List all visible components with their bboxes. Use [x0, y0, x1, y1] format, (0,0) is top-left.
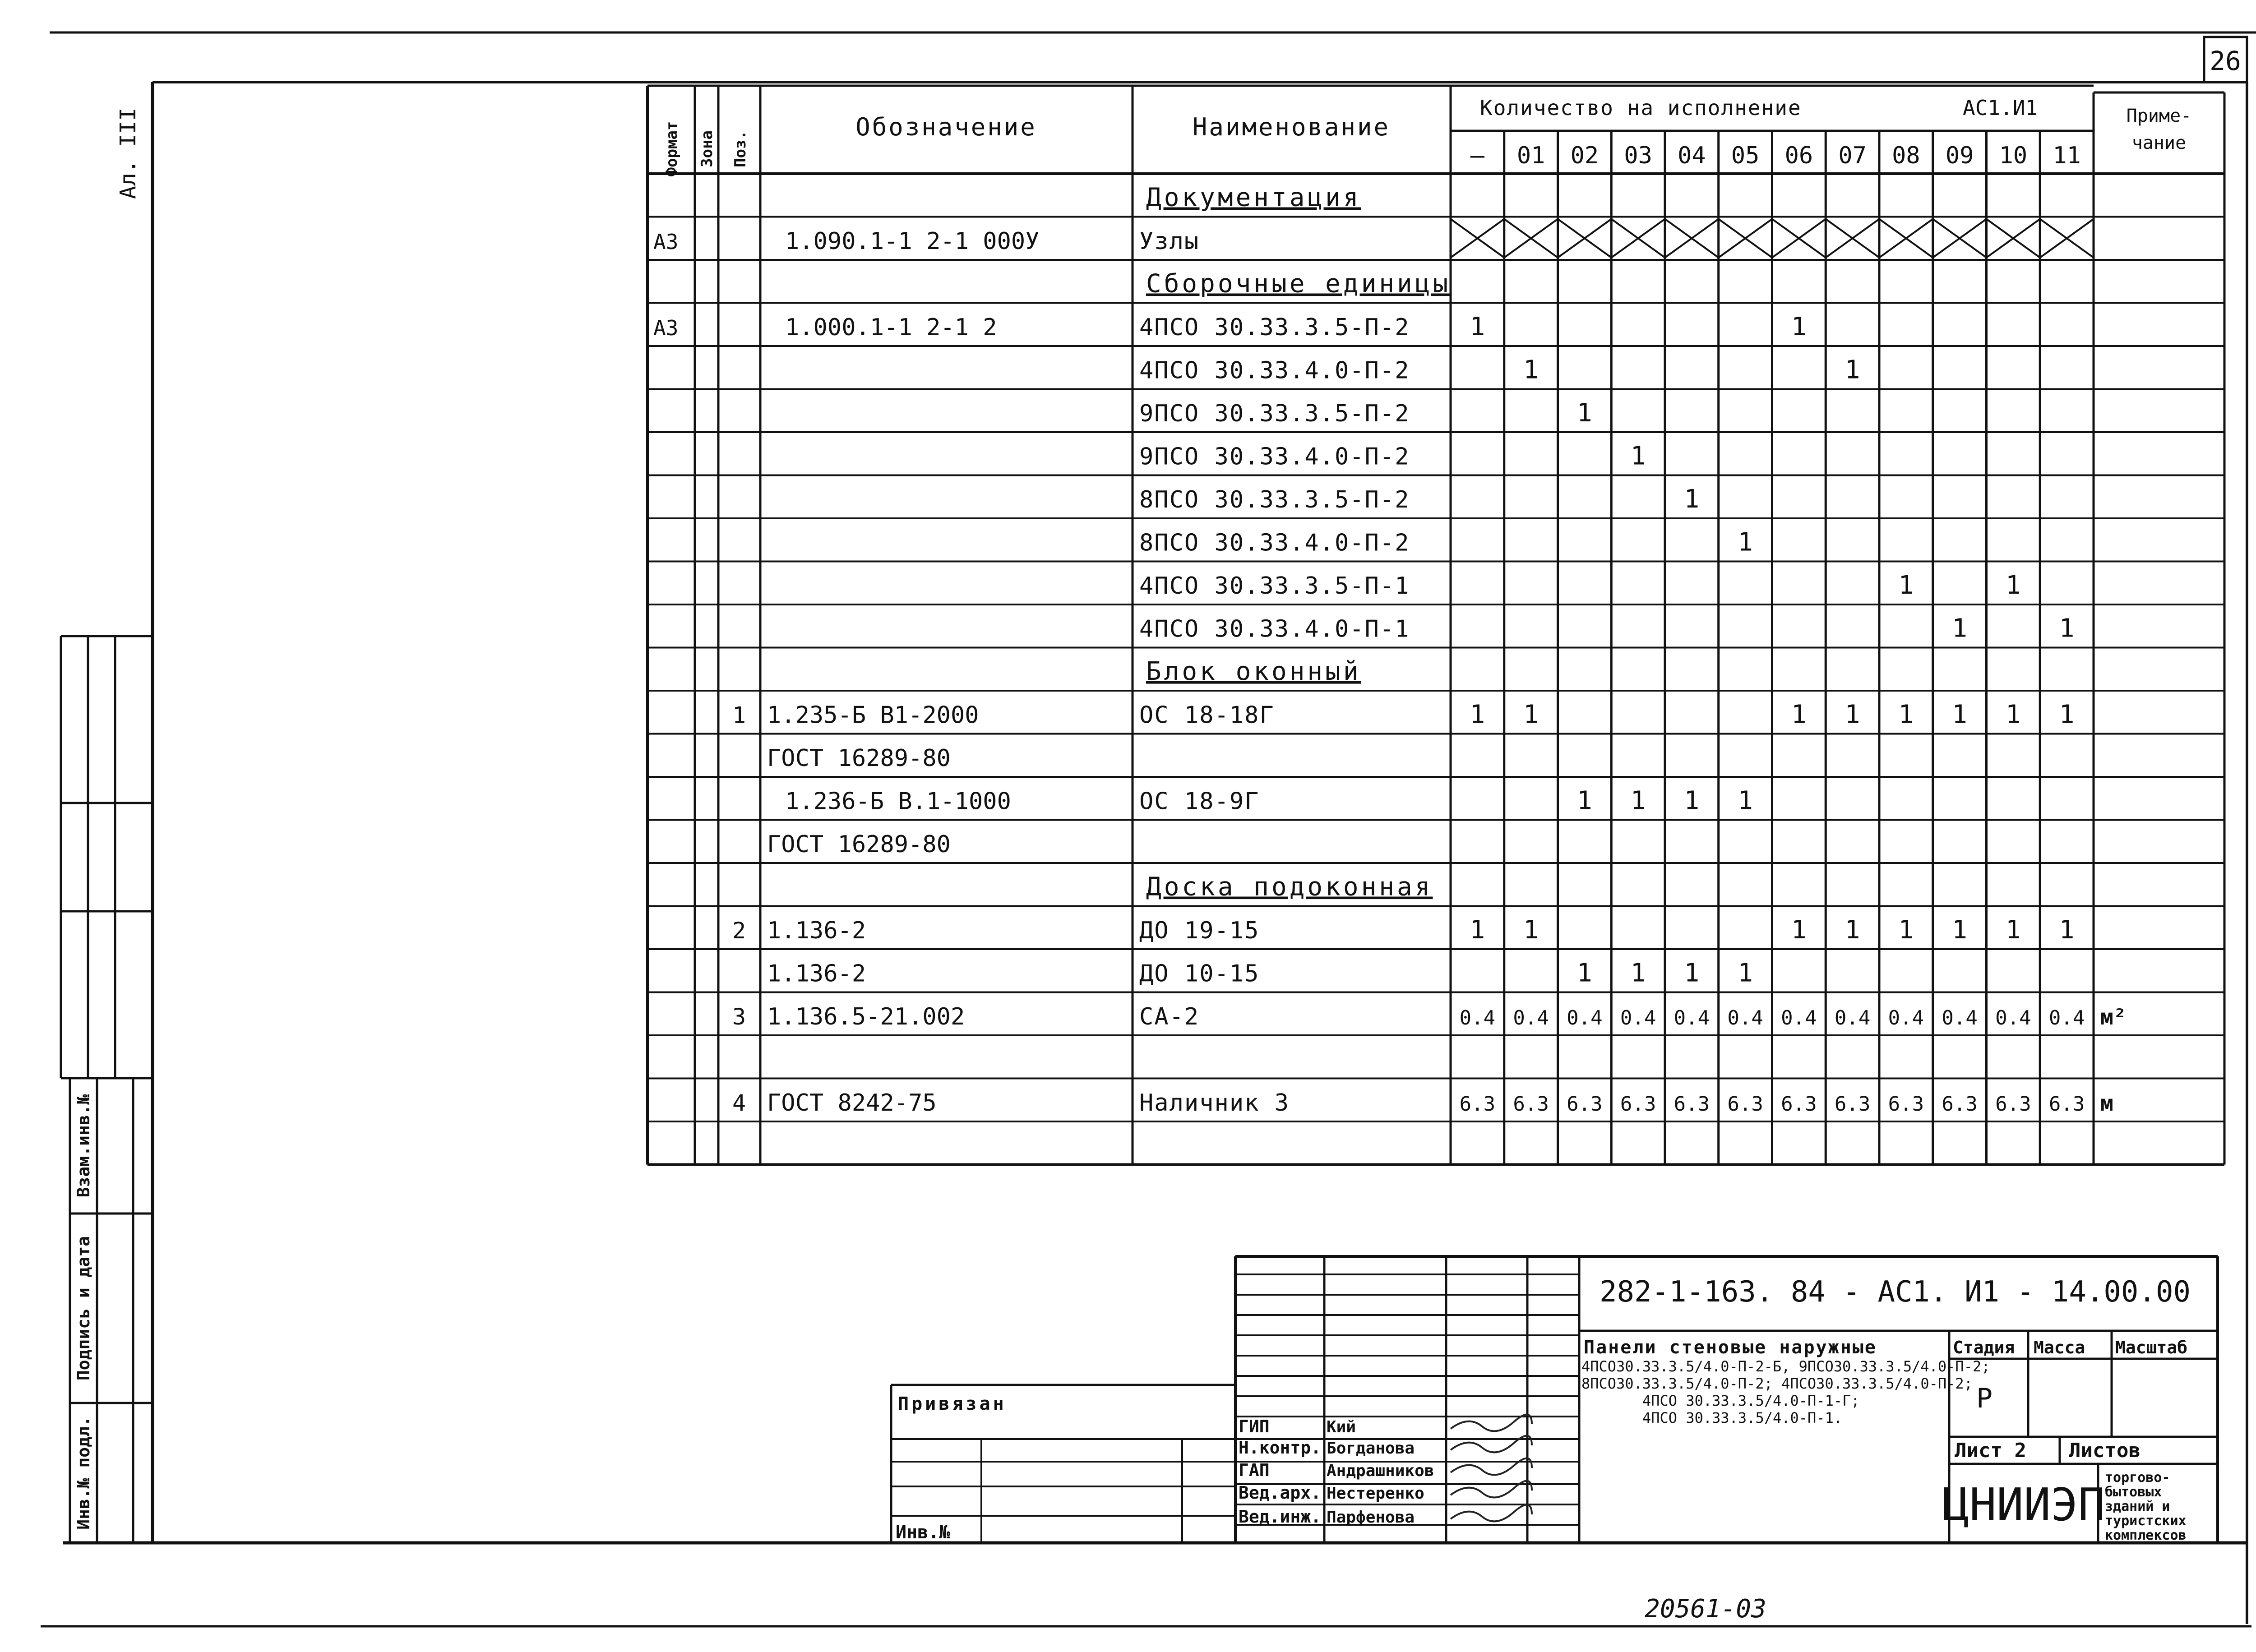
- role-label: Вед.арх.: [1239, 1483, 1322, 1503]
- cell-name: СА-2: [1139, 1003, 1200, 1030]
- cell-designation: 1.136-2: [767, 917, 866, 944]
- header-note: Приме-: [2126, 106, 2192, 126]
- cell-designation: 1.136.5-21.002: [767, 1003, 965, 1030]
- mass-label: Масса: [2034, 1338, 2085, 1357]
- qty-value: 0.4: [1674, 1006, 1710, 1029]
- qty-value: 6.3: [1888, 1093, 1924, 1116]
- variant-header-8: 08: [1892, 142, 1920, 169]
- cell-name: Наличник 3: [1139, 1089, 1290, 1117]
- cell-designation: 1.236-Б В.1-1000: [785, 788, 1011, 815]
- variant-header-1: 01: [1516, 142, 1545, 169]
- section-heading: Документация: [1146, 183, 1361, 212]
- qty-value: 6.3: [1620, 1093, 1656, 1116]
- qty-value: 1: [1845, 915, 1860, 945]
- stage-label: Стадия: [1953, 1338, 2015, 1357]
- title-line-1: 8ПСО30.33.3.5/4.0-П-2; 4ПСО30.33.3.5/4.0-П-2;: [1581, 1375, 1973, 1392]
- cell-designation: 1.090.1-1 2-1 000У: [785, 228, 1040, 255]
- person-name: Богданова: [1327, 1439, 1415, 1458]
- qty-value: 6.3: [1567, 1093, 1603, 1116]
- header-pos: Поз.: [731, 130, 749, 167]
- cell-name: ДО 19-15: [1139, 917, 1260, 944]
- cell-name: 8ПСО 30.33.4.0-П-2: [1139, 529, 1410, 557]
- left-strip: [61, 636, 151, 1543]
- qty-value: 1: [1791, 312, 1807, 341]
- qty-value: 1: [1738, 527, 1753, 557]
- qty-value: 1: [1470, 700, 1485, 729]
- qty-value: 1: [1630, 786, 1646, 816]
- qty-value: 1: [1845, 700, 1860, 729]
- cell-pos: 4: [732, 1090, 746, 1116]
- qty-value: 1: [1791, 915, 1807, 945]
- title-block: [891, 1256, 2218, 1543]
- header-designation: Обозначение: [855, 113, 1037, 141]
- qty-value: 1: [1791, 700, 1807, 729]
- cell-designation: ГОСТ 16289-80: [767, 745, 951, 772]
- qty-value: 1: [1470, 915, 1485, 945]
- cell-note: м²: [2100, 1005, 2127, 1030]
- role-label: Вед.инж.: [1239, 1507, 1322, 1527]
- cell-format: А3: [653, 230, 679, 254]
- specification-table: [647, 86, 2224, 1165]
- org-line-4: комплексов: [2105, 1527, 2187, 1543]
- title-main: Панели стеновые наружные: [1584, 1337, 1877, 1358]
- qty-value: 0.4: [1620, 1006, 1656, 1029]
- person-name: Андрашников: [1327, 1462, 1434, 1480]
- qty-value: 1: [1577, 398, 1592, 428]
- cell-designation: 1.235-Б В1-2000: [767, 701, 979, 729]
- qty-value: 1: [1738, 786, 1753, 816]
- qty-value: 1: [1898, 571, 1914, 600]
- qty-value: 0.4: [1567, 1006, 1603, 1029]
- variant-header-5: 05: [1731, 142, 1760, 169]
- title-line-2: 4ПСО 30.33.3.5/4.0-П-1-Г;: [1642, 1392, 1860, 1409]
- org-logo: ЦНИИЭП: [1942, 1478, 2105, 1531]
- qty-value: 6.3: [1942, 1093, 1978, 1116]
- qty-value: 6.3: [1781, 1093, 1817, 1116]
- variant-header-0: –: [1470, 142, 1485, 169]
- header-qty-code: АС1.И1: [1963, 96, 2038, 120]
- cell-name: 9ПСО 30.33.3.5-П-2: [1139, 400, 1410, 427]
- person-name: Парфенова: [1327, 1508, 1415, 1527]
- qty-value: 1: [1952, 700, 1967, 729]
- cell-name: 4ПСО 30.33.3.5-П-2: [1139, 314, 1410, 341]
- qty-value: 0.4: [1834, 1006, 1871, 1029]
- qty-value: 1: [1523, 915, 1539, 945]
- cell-name: 8ПСО 30.33.3.5-П-2: [1139, 486, 1410, 513]
- qty-value: 1: [2059, 700, 2075, 729]
- cell-pos: 3: [732, 1004, 746, 1030]
- cell-designation: 1.000.1-1 2-1 2: [785, 314, 997, 341]
- cell-name: ОС 18-9Г: [1139, 788, 1260, 815]
- variant-header-4: 04: [1678, 142, 1706, 169]
- inv-no-label: Инв.№: [896, 1522, 950, 1543]
- qty-value: 1: [1684, 786, 1700, 816]
- qty-value: 1: [1738, 958, 1753, 988]
- cell-designation: ГОСТ 8242-75: [767, 1089, 937, 1117]
- qty-value: 1: [1952, 614, 1967, 643]
- cell-name: ОС 18-18Г: [1139, 701, 1275, 729]
- qty-value: 0.4: [1513, 1006, 1549, 1029]
- scale-label: Масштаб: [2115, 1338, 2188, 1357]
- variant-header-10: 10: [1999, 142, 2028, 169]
- qty-value: 1: [1523, 700, 1539, 729]
- person-name: Нестеренко: [1327, 1484, 1424, 1503]
- section-heading: Доска подоконная: [1146, 872, 1433, 902]
- sheets-label: Листов: [2069, 1439, 2140, 1462]
- strip-label-sign: Подпись и дата: [74, 1236, 93, 1381]
- qty-value: 0.4: [2048, 1006, 2085, 1029]
- privyazan-label: Привязан: [898, 1394, 1007, 1414]
- qty-value: 0.4: [1781, 1006, 1817, 1029]
- role-label: Н.контр.: [1239, 1438, 1322, 1458]
- section-heading: Блок оконный: [1146, 657, 1361, 686]
- title-line-0: 4ПСО30.33.3.5/4.0-П-2-Б, 9ПСО30.33.3.5/4.0-П-2;: [1581, 1358, 1990, 1375]
- qty-value: 1: [2006, 571, 2021, 600]
- sheet-number: 26: [2210, 46, 2241, 76]
- qty-value: 1: [1684, 958, 1700, 988]
- org-line-2: зданий и: [2105, 1499, 2170, 1514]
- qty-value: 0.4: [1888, 1006, 1924, 1029]
- qty-value: 1: [1845, 355, 1860, 385]
- variant-header-9: 09: [1945, 142, 1974, 169]
- qty-value: 1: [2006, 700, 2021, 729]
- header-qty: Количество на исполнение: [1480, 96, 1802, 120]
- qty-value: 6.3: [1995, 1093, 2031, 1116]
- cell-name: ДО 10-15: [1139, 960, 1260, 988]
- cell-note: м: [2100, 1091, 2113, 1116]
- header-format: Формат: [663, 121, 681, 177]
- qty-value: 6.3: [1459, 1093, 1496, 1116]
- qty-value: 0.4: [1942, 1006, 1978, 1029]
- qty-value: 6.3: [1834, 1093, 1871, 1116]
- qty-value: 6.3: [2048, 1093, 2085, 1116]
- stage-value: Р: [1976, 1383, 1993, 1414]
- cell-name: 9ПСО 30.33.4.0-П-2: [1139, 443, 1410, 471]
- qty-value: 1: [1577, 786, 1592, 816]
- qty-value: 6.3: [1674, 1093, 1710, 1116]
- variant-header-7: 07: [1838, 142, 1867, 169]
- strip-label-inv: Инв.№ подл.: [74, 1416, 93, 1530]
- strip-label-vzam: Взам.инв.№: [74, 1094, 93, 1198]
- inventory-number: 20561-03: [1645, 1594, 1766, 1624]
- qty-value: 1: [1577, 958, 1592, 988]
- qty-value: 1: [1684, 485, 1700, 514]
- role-label: ГИП: [1239, 1417, 1270, 1436]
- qty-value: 1: [1898, 700, 1914, 729]
- qty-value: 0.4: [1995, 1006, 2031, 1029]
- cell-format: А3: [653, 316, 679, 340]
- qty-value: 1: [1523, 355, 1539, 385]
- cell-name: 4ПСО 30.33.3.5-П-1: [1139, 572, 1410, 600]
- variant-header-2: 02: [1570, 142, 1599, 169]
- org-line-1: бытовых: [2105, 1484, 2162, 1500]
- org-line-0: торгово-: [2105, 1470, 2170, 1486]
- header-zone: Зона: [698, 130, 716, 167]
- variant-header-6: 06: [1784, 142, 1813, 169]
- person-name: Кий: [1327, 1418, 1356, 1436]
- cell-name: 4ПСО 30.33.4.0-П-1: [1139, 615, 1410, 643]
- cell-pos: 1: [732, 702, 746, 729]
- corner-label: Ал. III: [116, 107, 141, 199]
- qty-value: 1: [1952, 915, 1967, 945]
- qty-value: 6.3: [1727, 1093, 1763, 1116]
- header-note-2: чание: [2131, 133, 2187, 153]
- section-heading: Сборочные единицы: [1146, 269, 1451, 299]
- cell-designation: 1.136-2: [767, 960, 866, 988]
- title-line-3: 4ПСО 30.33.3.5/4.0-П-1.: [1642, 1409, 1843, 1426]
- cell-pos: 2: [732, 918, 746, 944]
- qty-value: 1: [1898, 915, 1914, 945]
- document-code: 282-1-163. 84 - АС1. И1 - 14.00.00: [1599, 1275, 2191, 1309]
- qty-value: 1: [2006, 915, 2021, 945]
- sheet-label: Лист 2: [1955, 1439, 2026, 1462]
- qty-value: 1: [1470, 312, 1485, 341]
- signature: [1451, 1505, 1532, 1522]
- cell-name: Узлы: [1139, 228, 1200, 255]
- org-line-3: туристских: [2105, 1513, 2187, 1529]
- qty-value: 0.4: [1459, 1006, 1496, 1029]
- qty-value: 1: [1630, 441, 1646, 471]
- variant-header-3: 03: [1624, 142, 1652, 169]
- qty-value: 6.3: [1513, 1093, 1549, 1116]
- cell-designation: ГОСТ 16289-80: [767, 831, 951, 858]
- qty-value: 1: [1630, 958, 1646, 988]
- qty-value: 0.4: [1727, 1006, 1763, 1029]
- cell-name: 4ПСО 30.33.4.0-П-2: [1139, 357, 1410, 384]
- qty-value: 1: [2059, 614, 2075, 643]
- qty-value: 1: [2059, 915, 2075, 945]
- variant-header-11: 11: [2053, 142, 2081, 169]
- header-name: Наименование: [1192, 113, 1391, 141]
- role-label: ГАП: [1239, 1460, 1270, 1480]
